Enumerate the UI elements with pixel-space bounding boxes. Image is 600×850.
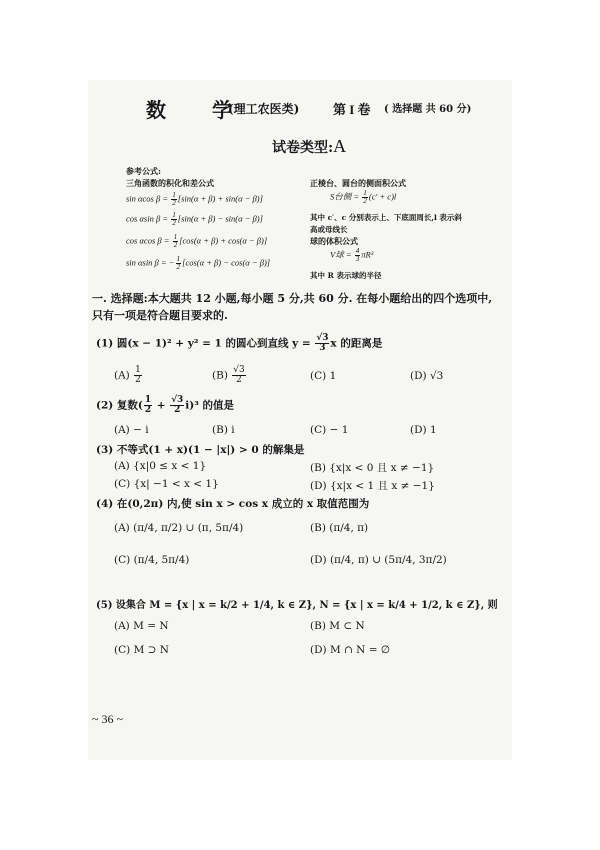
question-4-stem: (4) 在(0,2π) 内,使 sin x > cos x 成立的 x 取值范围为 [96, 498, 370, 510]
question-1-stem: (1) 圆(x − 1)² + y² = 1 的圆心到直线 y = $\frac{√3}{3}$ x 的距离是 [96, 333, 383, 353]
frustum-formula-title: 正棱台、圆台的侧面积公式 [310, 178, 406, 188]
question-3-option-a: (A) {x|0 ≤ x < 1} [114, 460, 207, 472]
question-2-stem: (2) 复数( $\frac{1}{2}$ + $\frac{√3}{2}$ i)³ 的值是 [96, 395, 234, 415]
sphere-note: 其中 R 表示球的半径 [310, 271, 382, 280]
question-3-option-d: (D) {x|x < 1 且 x ≠ −1} [310, 480, 435, 492]
question-5-stem: (5) 设集合 M = {x | x = k/2 + 1/4, k ∈ Z}, N = {x | x = k/4 + 1/2, k ∈ Z}, 则 [96, 600, 498, 611]
question-4-option-a: (A) (π/4, π/2) ∪ (π, 5π/4) [114, 522, 244, 534]
question-1-option-b: (B) $\frac{√3}{2}$ [212, 365, 245, 385]
paper-type-label: 试卷类型: [272, 140, 334, 156]
section-instruction: 一. 选择题:本大题共 12 小题,每小题 5 分,共 60 分. 在每小题给出的四个选项中,只有一项是符合题目要求的. [92, 292, 493, 322]
question-3-option-b: (B) {x|x < 0 且 x ≠ −1} [310, 462, 435, 474]
trig-formula-1: sin αcos β = $\frac{1}{2}$ [sin(α + β) + sin(α − β)] [126, 191, 263, 208]
trig-formulas-title: 三角函数的积化和差公式 [126, 178, 214, 188]
frustum-formula: S台侧 = $\frac{1}{2}$ (c′ + c)l [330, 189, 397, 206]
question-2-option-a: (A) − i [114, 424, 149, 436]
question-5-option-b: (B) M ⊂ N [310, 620, 365, 632]
question-1-option-d: (D) √3 [410, 370, 444, 382]
sphere-formula: V球 = $\frac{4}{3}$ πR³ [330, 247, 374, 264]
question-5-option-d: (D) M ∩ N = ∅ [310, 644, 390, 656]
volume-label: 第 I 卷 [333, 102, 371, 117]
paper-type-value: A [333, 136, 347, 156]
question-4-option-d: (D) (π/4, π) ∪ (5π/4, 3π/2) [310, 554, 447, 566]
question-4-option-b: (B) (π/4, π) [310, 522, 369, 534]
question-5-option-a: (A) M = N [114, 620, 169, 632]
trig-formula-4: sin αsin β = − $\frac{1}{2}$ [cos(α + β) − cos(α − β)] [126, 255, 271, 272]
question-2-option-d: (D) 1 [410, 424, 437, 436]
question-1-option-c: (C) 1 [310, 370, 337, 382]
frustum-note-1: 其中 c′、c 分别表示上、下底面周长,l 表示斜 [310, 213, 462, 222]
frustum-note-2: 高或母线长 [310, 225, 348, 234]
ref-formulas-title: 参考公式: [126, 166, 161, 176]
subject-title: 数 学 [146, 98, 234, 122]
trig-formula-2: cos αsin β = $\frac{1}{2}$ [sin(α + β) − sin(α − β)] [126, 211, 263, 228]
question-4-option-c: (C) (π/4, 5π/4) [114, 554, 190, 566]
paper-type [272, 136, 346, 157]
question-1-option-a: (A) $\frac{1}{2}$ [114, 365, 141, 385]
sphere-formula-title: 球的体积公式 [310, 236, 358, 246]
question-3-stem: (3) 不等式(1 + x)(1 − |x|) > 0 的解集是 [96, 444, 305, 456]
question-5-option-c: (C) M ⊃ N [114, 644, 169, 656]
subject-category: (理工农医类) [228, 102, 300, 116]
volume-note: ( 选择题 共 60 分) [384, 104, 472, 115]
question-3-option-c: (C) {x| −1 < x < 1} [114, 478, 219, 490]
page-number: ~ 36 ~ [92, 712, 123, 726]
trig-formula-3: cos αcos β = $\frac{1}{2}$ [cos(α + β) + cos(α − β)] [126, 233, 268, 250]
question-2-option-b: (B) i [212, 424, 235, 436]
exam-page [88, 80, 512, 760]
question-2-option-c: (C) − 1 [310, 424, 349, 436]
